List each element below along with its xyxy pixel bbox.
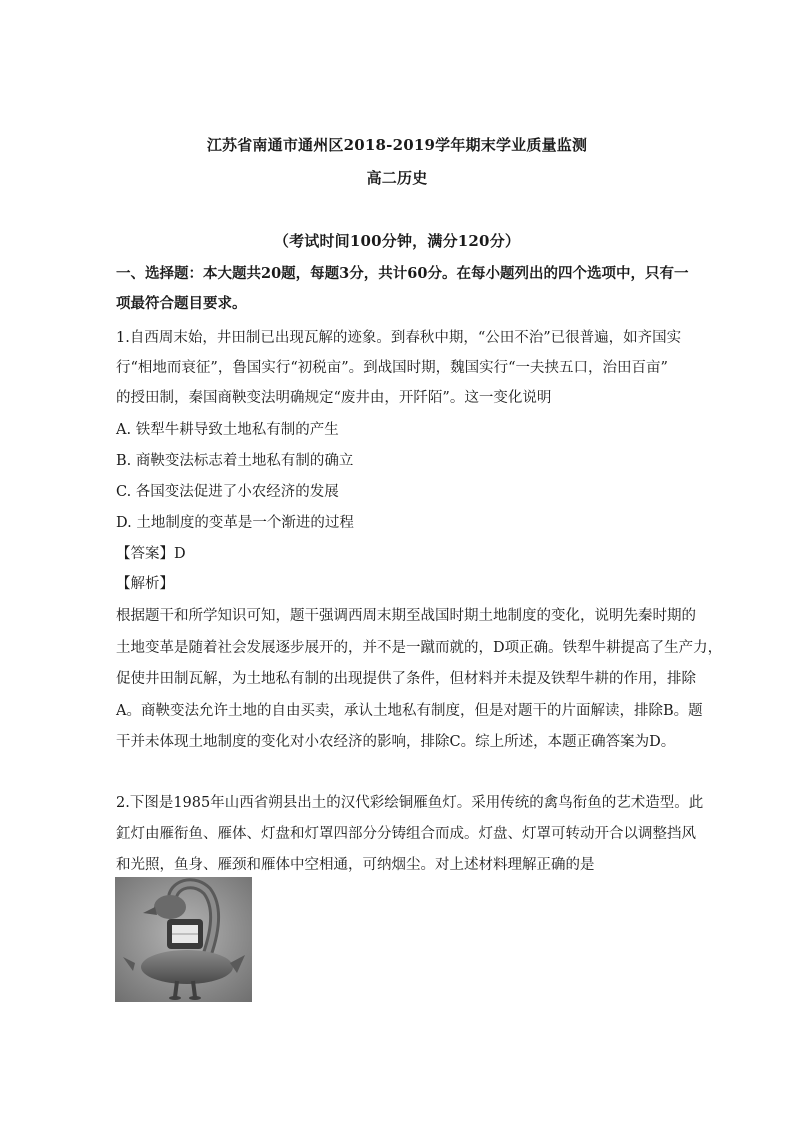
goose-fish-lamp-image xyxy=(115,877,252,1002)
q1-option-a: A. 铁犁牛耕导致土地私有制的产生 xyxy=(116,422,339,438)
q1-analysis-line3: 促使井田制瓦解，为土地私有制的出现提供了条件，但材料并未提及铁犁牛耕的作用，排除 xyxy=(116,671,696,687)
section-heading-line1: 一、选择题：本大题共20题，每题3分，共计60分。在每小题列出的四个选项中，只有一 xyxy=(116,265,689,282)
q1-stem-line2: 行“相地而衰征”，鲁国实行“初税亩”。到战国时期，魏国实行“一夫挟五口，治田百亩” xyxy=(116,360,668,376)
q1-option-c: C. 各国变法促进了小农经济的发展 xyxy=(116,484,339,500)
q1-option-b: B. 商鞅变法标志着土地私有制的确立 xyxy=(116,453,354,469)
q1-option-d: D. 土地制度的变革是一个渐进的过程 xyxy=(116,515,354,531)
q1-analysis-line1: 根据题干和所学知识可知，题干强调西周末期至战国时期土地制度的变化，说明先秦时期的 xyxy=(116,608,696,624)
q1-stem-line3: 的授田制，秦国商鞅变法明确规定“废井由，开阡陌”。这一变化说明 xyxy=(116,390,552,406)
q1-analysis-line4: A。商鞅变法允许土地的自由买卖，承认土地私有制度，但是对题干的片面解读，排除B。题 xyxy=(116,703,703,719)
q2-stem-line3: 和光照，鱼身、雁颈和雁体中空相通，可纳烟尘。对上述材料理解正确的是 xyxy=(116,857,595,873)
q1-answer: 【答案】D xyxy=(116,546,186,562)
q1-analysis-label: 【解析】 xyxy=(116,576,174,592)
q1-analysis-line5: 干并未体现土地制度的变化对小农经济的影响，排除C。综上所述，本题正确答案为D。 xyxy=(116,734,676,750)
q2-stem-line1: 2.下图是1985年山西省朔县出土的汉代彩绘铜雁鱼灯。采用传统的禽鸟衔鱼的艺术造型。此 xyxy=(116,795,704,811)
exam-title: 江苏省南通市通州区2018-2019学年期末学业质量监测 xyxy=(206,136,588,154)
q2-stem-line2: 釭灯由雁衔鱼、雁体、灯盘和灯罩四部分分铸组合而成。灯盘、灯罩可转动开合以调整挡风 xyxy=(116,826,696,842)
section-heading-line2: 项最符合题目要求。 xyxy=(116,295,247,312)
q1-stem-line1: 1.自西周末始，井田制已出现瓦解的迹象。到春秋中期，“公田不治”已很普遍，如齐国实 xyxy=(116,330,682,346)
exam-info: （考试时间100分钟，满分120分） xyxy=(273,232,521,250)
q1-analysis-line2: 土地变革是随着社会发展逐步展开的，并不是一蹴而就的，D项正确。铁犁牛耕提高了生产力， xyxy=(116,640,723,656)
subject-title: 高二历史 xyxy=(366,169,428,187)
